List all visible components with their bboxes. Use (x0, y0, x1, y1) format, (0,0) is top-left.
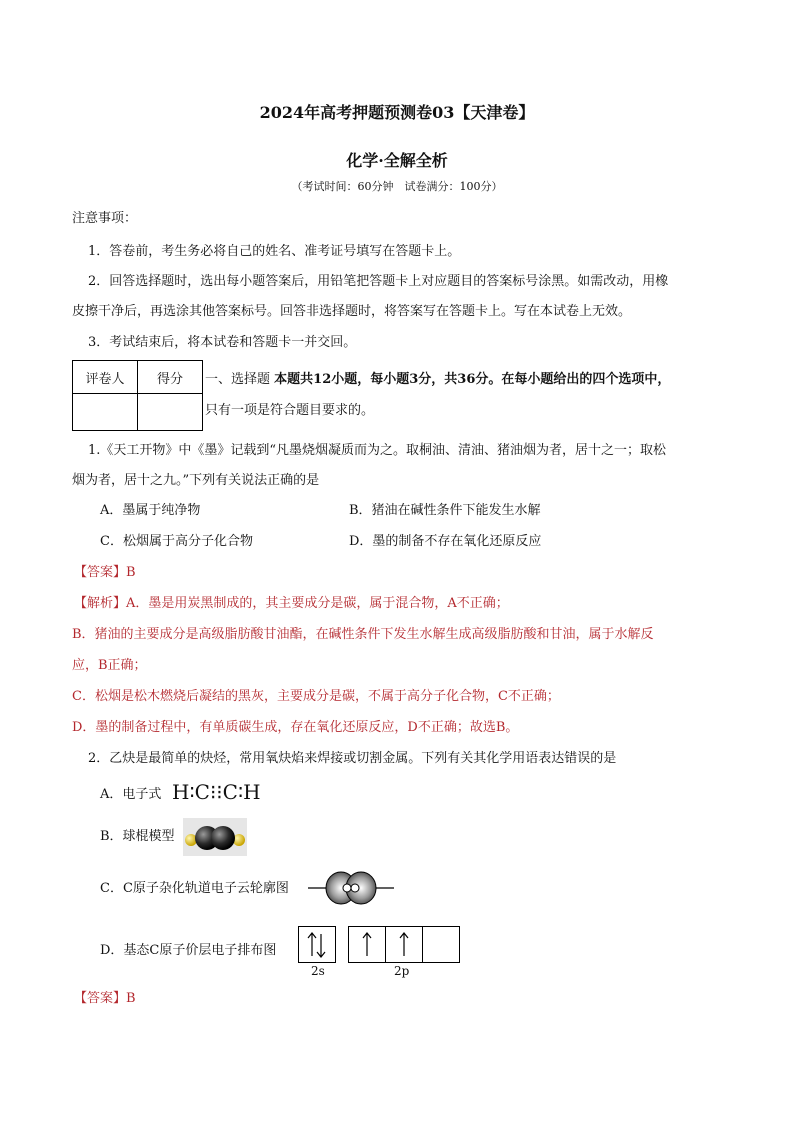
ball-stick-model-icon (183, 818, 247, 856)
question-2-option-b: B．球棍模型 (100, 829, 175, 844)
question-1-option-a: A．墨属于纯净物 (100, 503, 201, 518)
question-1-analysis-d: D．墨的制备过程中，有单质碳生成，存在氧化还原反应，D不正确；故选B。 (72, 720, 519, 735)
section-heading-cont: 只有一项是符合题目要求的。 (205, 403, 375, 418)
question-2-option-a: A．电子式 (100, 787, 162, 802)
page-title: 2024年高考押题预测卷03【天津卷】 (259, 103, 535, 122)
orbital-diagram (298, 926, 462, 964)
question-1-stem-cont: 烟为者，居十之九。”下列有关说法正确的是 (72, 473, 320, 488)
note-item-1: 1．答卷前，考生务必将自己的姓名、准考证号填写在答题卡上。 (88, 244, 461, 259)
note-item-2: 2．回答选择题时，选出每小题答案后，用铅笔把答题卡上对应题目的答案标号涂黑。如需改动，用橡 (88, 274, 669, 289)
page-subtitle: 化学·全解全析 (346, 151, 448, 170)
question-1-answer: 【答案】B (74, 565, 136, 580)
section-lead: 一、选择题 (205, 372, 271, 387)
label-2s: 2s (311, 964, 325, 978)
label-2p: 2p (394, 964, 410, 978)
score-table-score-cell (138, 394, 203, 431)
question-1-analysis-a: 【解析】A．墨是用炭黑制成的，其主要成分是碳，属于混合物，A不正确； (74, 596, 509, 611)
question-2-option-c: C．C原子杂化轨道电子云轮廓图 (100, 881, 289, 896)
score-table (72, 360, 203, 431)
note-item-2-cont: 皮擦干净后，再选涂其他答案标号。回答非选择题时，将答案写在答题卡上。写在本试卷上无效。 (72, 304, 632, 319)
question-1-option-d: D．墨的制备不存在氧化还原反应 (349, 534, 542, 549)
ball-stick-model-image (183, 818, 247, 856)
question-1-analysis-b-cont: 应，B正确； (72, 658, 147, 673)
question-1-option-c: C．松烟属于高分子化合物 (100, 534, 253, 549)
score-table-score-header: 得分 (138, 361, 203, 394)
exam-info: （考试时间：60分钟 试卷满分：100分） (291, 180, 503, 193)
question-2-answer: 【答案】B (74, 991, 136, 1006)
note-item-3: 3．考试结束后，将本试卷和答题卡一并交回。 (88, 335, 357, 350)
question-1-stem: 1.《天工开物》中《墨》记载到“凡墨烧烟凝质而为之。取桐油、清油、猪油烟为者，居十之一；取松 (88, 443, 667, 458)
question-2-option-d: D．基态C原子价层电子排布图 (100, 943, 277, 958)
section-instructions: 本题共12小题，每小题3分，共36分。在每小题给出的四个选项中， (274, 372, 671, 387)
score-table-grader-cell (73, 394, 138, 431)
notes-heading: 注意事项： (72, 211, 138, 226)
electron-formula: H∶C⁝⁝C∶H (172, 780, 261, 804)
section-heading (205, 371, 794, 389)
hybrid-orbital-diagram (308, 870, 394, 906)
question-1-analysis-b: B．猪油的主要成分是高级脂肪酸甘油酯，在碱性条件下发生水解生成高级脂肪酸和甘油，属于水解反 (72, 627, 654, 642)
score-table-grader-header: 评卷人 (73, 361, 138, 394)
question-1-option-b: B．猪油在碱性条件下能发生水解 (349, 503, 541, 518)
question-2-stem: 2．乙炔是最简单的炔烃，常用氧炔焰来焊接或切割金属。下列有关其化学用语表达错误的是 (88, 751, 617, 766)
question-1-analysis-c: C．松烟是松木燃烧后凝结的黑灰，主要成分是碳，不属于高分子化合物，C不正确； (72, 689, 560, 704)
